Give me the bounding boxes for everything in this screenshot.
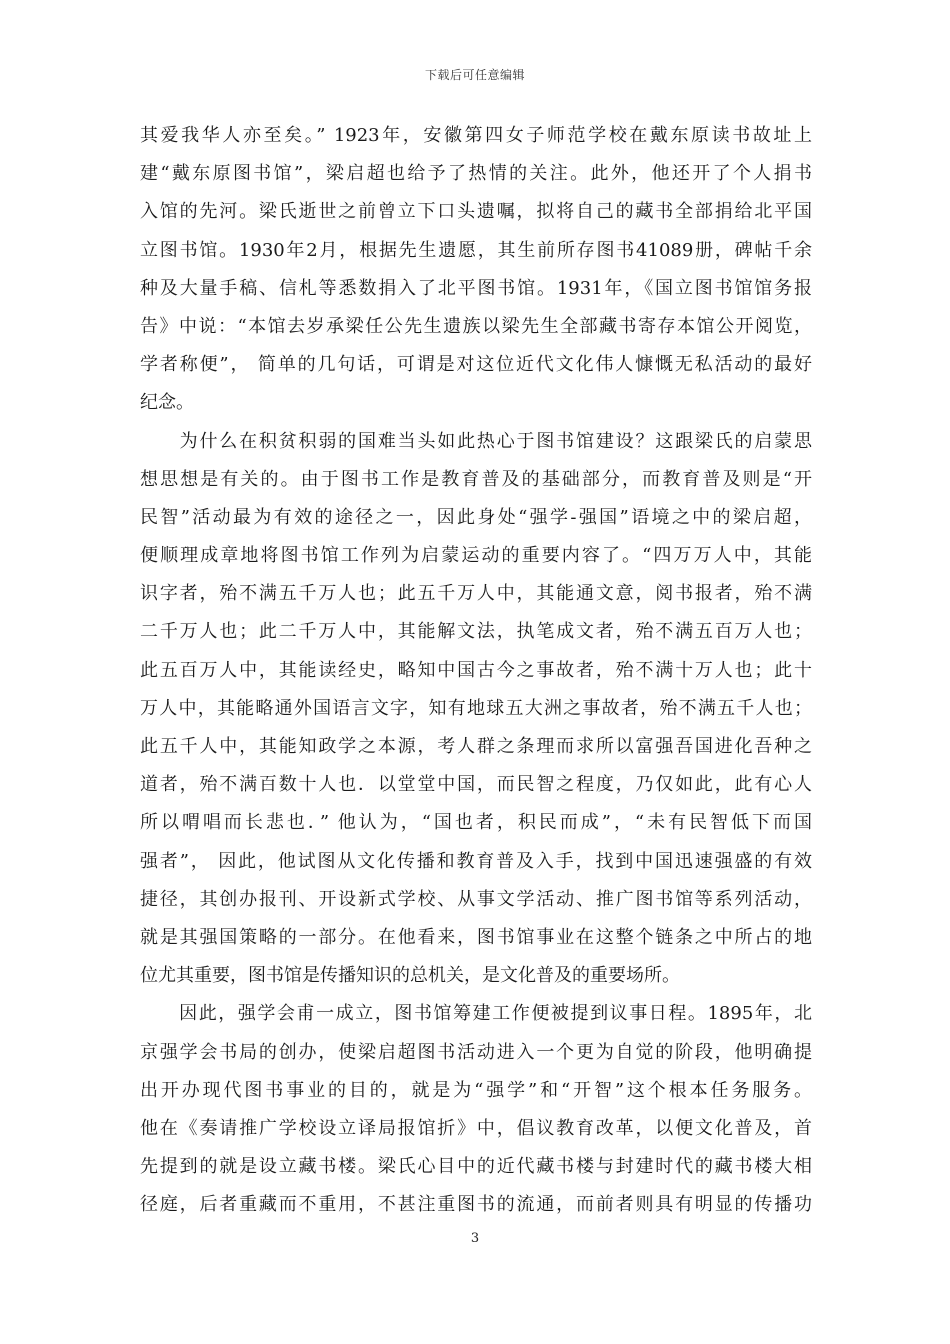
text-line: 所以喟唱而长悲也．” 他认为，“国也者，积民而成”，“未有民智低下而国 (140, 812, 812, 834)
text-line: 便顺理成章地将图书馆工作列为启蒙运动的重要内容了。“四万万人中，其能 (140, 545, 812, 567)
text-line: 他在《奏请推广学校设立译局报馆折》中，倡议教育改革，以便文化普及，首 (140, 1117, 812, 1139)
text-line: 识字者，殆不满五千万人也；此五千万人中，其能通文意，阅书报者，殆不满 (140, 583, 812, 605)
page-header-note: 下载后可任意编辑 (424, 68, 525, 82)
text-line: 此五千人中，其能知政学之本源，考人群之条理而求所以富强吾国进化吾种之 (140, 736, 812, 757)
page-number: 3 (470, 1231, 480, 1246)
document-body (140, 117, 812, 1224)
text-line: 种及大量手稿、信札等悉数捐入了北平图书馆。1931年，《国立图书馆馆务报 (140, 277, 812, 299)
text-line: 道者，殆不满百数十人也．以堂堂中国，而民智之程度，乃仅如此，此有心人 (140, 774, 812, 796)
text-line: 先提到的就是设立藏书楼。梁氏心目中的近代藏书楼与封建时代的藏书楼大相 (140, 1156, 812, 1178)
text-line: 二千万人也；此二千万人中，其能解文法，执笔成文者，殆不满五百万人也； (140, 621, 812, 643)
text-line: 京强学会书局的创办，使梁启超图书活动进入一个更为自觉的阶段，他明确提 (140, 1041, 812, 1063)
text-line: 纪念。 (140, 392, 194, 414)
text-line: 建“戴东原图书馆”，梁启超也给予了热情的关注。此外，他还开了个人捐书 (140, 163, 812, 185)
text-line: 捷径，其创办报刊、开设新式学校、从事文学活动、推广图书馆等系列活动， (140, 888, 812, 910)
text-line: 告》中说：“本馆去岁承梁任公先生遗族以梁先生全部藏书寄存本馆公开阅览， (140, 315, 812, 337)
text-line: 其爱我华人亦至矣。” 1923年，安徽第四女子师范学校在戴东原读书故址上 (140, 125, 812, 146)
text-line: 学者称便”， 简单的几句话，可谓是对这位近代文化伟人慷慨无私活动的最好 (140, 354, 812, 376)
text-line: 就是其强国策略的一部分。在他看来，图书馆事业在这整个链条之中所占的地 (140, 926, 812, 948)
text-line: 民智”活动最为有效的途径之一，因此身处“强学-强国”语境之中的梁启超， (140, 506, 812, 528)
text-line: 万人中，其能略通外国语言文字，知有地球五大洲之事故者，殆不满五千人也； (140, 697, 812, 719)
text-line: 想思想是有关的。由于图书工作是教育普及的基础部分，而教育普及则是“开 (140, 468, 812, 490)
text-line: 出开办现代图书事业的目的，就是为“强学”和“开智”这个根本任务服务。 (140, 1079, 812, 1101)
text-line: 立图书馆。1930年2月，根据先生遗愿，其生前所存图书41089册，碑帖千余 (140, 239, 812, 261)
text-line: 因此，强学会甫一成立，图书馆筹建工作便被提到议事日程。1895年，北 (140, 1003, 812, 1025)
text-line: 为什么在积贫积弱的国难当头如此热心于图书馆建设？这跟梁氏的启蒙思 (140, 430, 812, 452)
text-line: 强者”， 因此，他试图从文化传播和教育普及入手，找到中国迅速强盛的有效 (140, 850, 812, 872)
text-line: 径庭，后者重藏而不重用，不甚注重图书的流通，而前者则具有明显的传播功 (140, 1194, 812, 1216)
text-line: 入馆的先河。梁氏逝世之前曾立下口头遗嘱，拟将自己的藏书全部捐给北平国 (140, 201, 812, 223)
text-line: 位尤其重要，图书馆是传播知识的总机关，是文化普及的重要场所。 (140, 965, 680, 987)
text-line: 此五百万人中，其能读经史，略知中国古今之事故者，殆不满十万人也；此十 (140, 659, 812, 681)
